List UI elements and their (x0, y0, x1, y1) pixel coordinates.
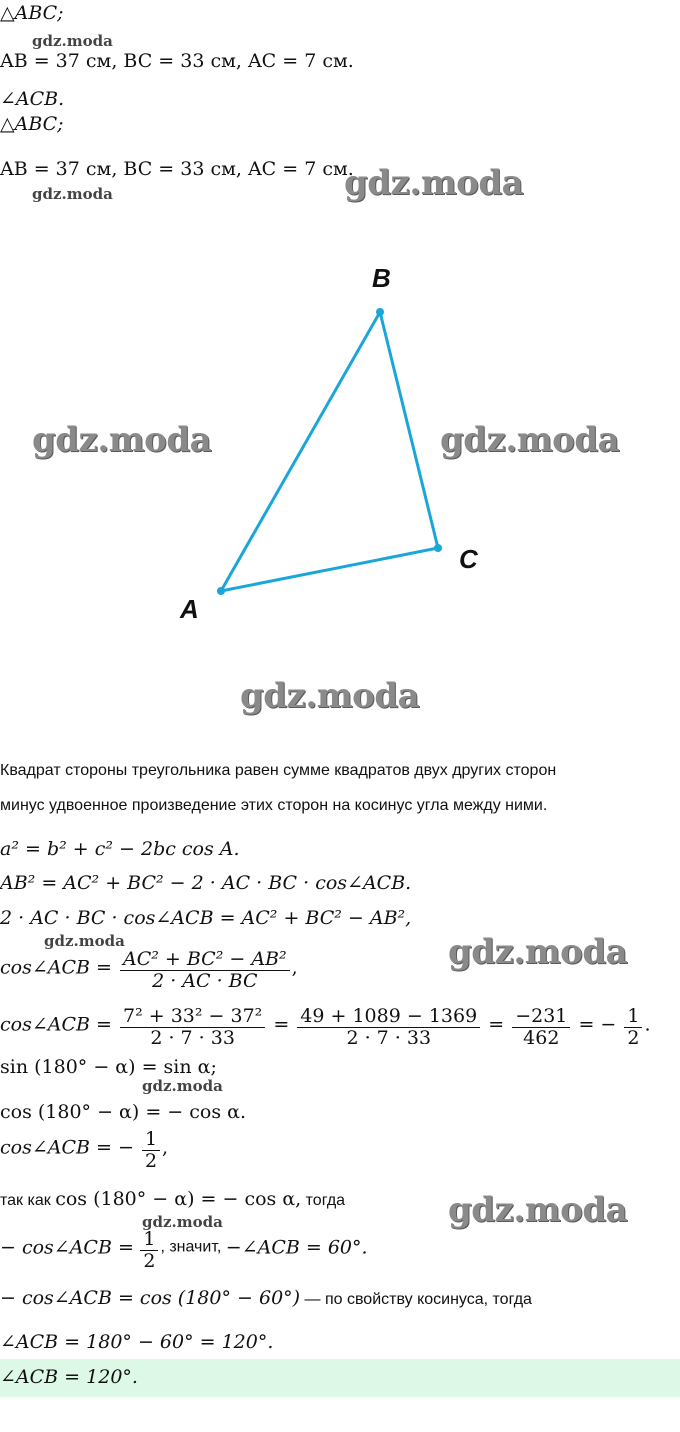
cos-result: cos∠ACB = − $\frac{1}{2}$ , (0, 1128, 169, 1167)
given-triangle-1: △ABC; (0, 2, 64, 24)
minus-cos-line: − cos∠ACB = $\frac{1}{2}$ , значит, −∠ACB = 60°. (0, 1228, 368, 1267)
find-angle: ∠ACB. (0, 88, 65, 110)
watermark: gdz.moda (440, 420, 620, 460)
watermark: gdz.moda (142, 1213, 223, 1231)
given-triangle-2: △ABC; (0, 113, 64, 135)
label-b: B (372, 263, 391, 293)
triangle-abc (221, 312, 438, 591)
fraction: $\frac{1}{2}$ (140, 1228, 158, 1267)
vertex-b (376, 308, 384, 316)
fraction: $\frac{\text{7² + 33² − 37²}}{2 \cdot 7 \cdot 33}$ (120, 1005, 265, 1044)
cos-identity: cos (180° − α) = − cos α. (0, 1101, 246, 1123)
watermark: gdz.moda (448, 932, 628, 972)
formula-cos-fraction: cos∠ACB = $\frac{\text{AC² + BC² − AB²}}{2 \cdot AC \cdot BC}$ , (0, 948, 298, 987)
sin-identity: sin (180° − α) = sin α; (0, 1056, 217, 1078)
angle-calculation: ∠ACB = 180° − 60° = 120°. (0, 1331, 274, 1353)
watermark: gdz.moda (344, 163, 524, 203)
fraction: $\frac{1}{2}$ (624, 1005, 642, 1044)
watermark: gdz.moda (240, 676, 420, 716)
cos-property-line: − cos∠ACB = cos (180° − 60°) — по свойству косинуса, тогда (0, 1287, 532, 1309)
fraction: $\frac{\text{AC² + BC² − AB²}}{2 \cdot AC \cdot BC}$ (120, 948, 290, 987)
answer: ∠ACB = 120°. (0, 1366, 138, 1388)
watermark: gdz.moda (32, 32, 113, 50)
fraction: $\frac{49 + 1089 - 1369}{2 \cdot 7 \cdot 33}$ (297, 1005, 480, 1044)
theory-line-2: минус удвоенное произведение этих сторон на косинус угла между ними. (0, 797, 548, 814)
label-a: A (180, 594, 199, 624)
vertex-a (217, 587, 225, 595)
fraction: $\frac{1}{2}$ (142, 1128, 160, 1167)
fraction: $\frac{-231}{462}$ (512, 1005, 570, 1044)
theory-line-1: Квадрат стороны треугольника равен сумме квадратов двух других сторон (0, 762, 557, 779)
given-sides-2: AB = 37 см, BC = 33 см, AC = 7 см. (0, 158, 354, 180)
given-sides-1: AB = 37 см, BC = 33 см, AC = 7 см. (0, 50, 354, 72)
formula-cos-values: cos∠ACB = $\frac{\text{7² + 33² − 37²}}{2 \cdot 7 \cdot 33}$ = $\frac{49 + 1089 - 1369}{2 \cdot 7 \cdot 33}$ = $\frac{-231}{462}$ = − $\frac{1}{2}$ . (0, 1005, 651, 1044)
watermark: gdz.moda (142, 1077, 223, 1095)
watermark: gdz.moda (44, 932, 125, 950)
watermark: gdz.moda (448, 1190, 628, 1230)
watermark: gdz.moda (32, 420, 212, 460)
watermark: gdz.moda (32, 185, 113, 203)
vertex-c (434, 544, 442, 552)
since-line: так как cos (180° − α) = − cos α, тогда (0, 1188, 346, 1210)
formula-rearranged: 2 · AC · BC · cos∠ACB = AC² + BC² − AB², (0, 907, 412, 929)
label-c: C (459, 544, 478, 574)
formula-ab2: AB² = AC² + BC² − 2 · AC · BC · cos∠ACB. (0, 872, 412, 894)
law-of-cosines: a² = b² + c² − 2bc cos A. (0, 838, 240, 860)
